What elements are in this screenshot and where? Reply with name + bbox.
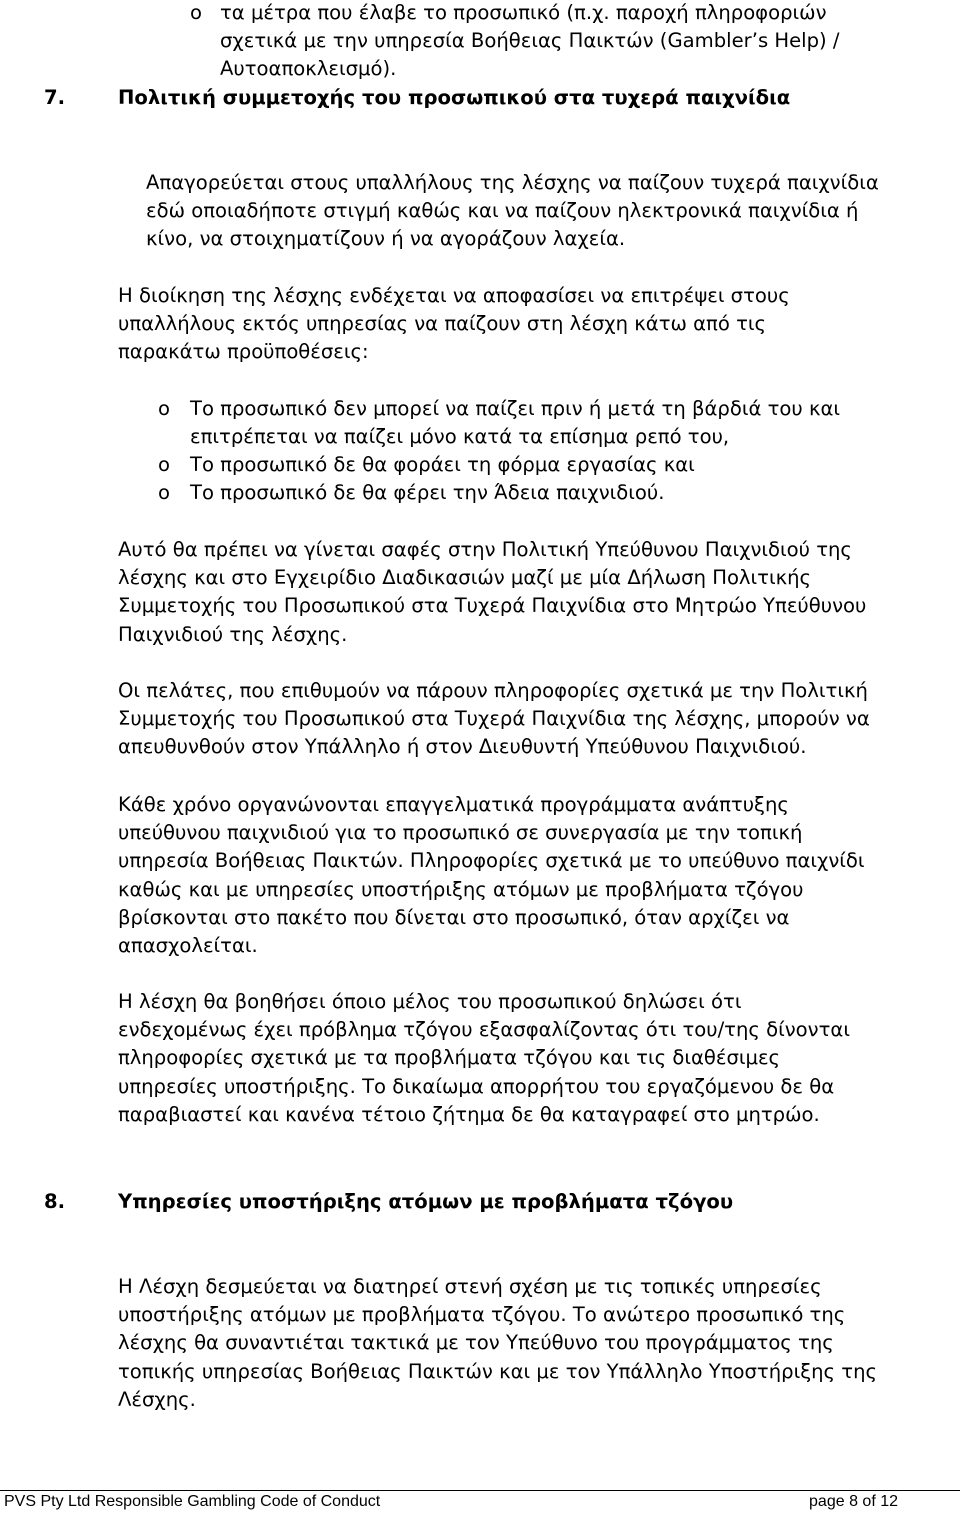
text-line: Αυτό θα πρέπει να γίνεται σαφές στην Πολιτική Υπεύθυνου Παιχνιδιού της bbox=[118, 538, 852, 561]
text-line: κίνο, να στοιχηματίζουν ή να αγοράζουν λαχεία. bbox=[146, 227, 626, 251]
text-line: Το προσωπικό δεν μπορεί να παίζει πριν ή μετά τη βάρδιά του και bbox=[190, 397, 841, 420]
text-line: σχετικά με την υπηρεσία Βοήθειας Παικτών (Gambler’s Help) / bbox=[220, 29, 840, 53]
text-line: υπαλλήλους εκτός υπηρεσίας να παίζουν στη λέσχη κάτω από τις bbox=[118, 312, 767, 336]
condition-item-1 bbox=[190, 395, 840, 451]
section-7-number: 7. bbox=[44, 86, 66, 109]
text-line: Η λέσχη θα βοηθήσει όποιο μέλος του προσωπικού δηλώσει ότι bbox=[118, 990, 742, 1013]
section-7-paragraph-3 bbox=[118, 536, 866, 649]
text-line: καθώς και με υπηρεσίες υποστήριξης ατόμων με προβλήματα τζόγου bbox=[118, 877, 804, 901]
text-line: υποστήριξης ατόμων με προβλήματα τζόγου. Το ανώτερο προσωπικό της bbox=[118, 1303, 846, 1327]
section-7-paragraph-2 bbox=[118, 282, 790, 367]
text-line: παραβιαστεί και κανένα τέτοιο ζήτημα δε θα καταγραφεί στο μητρώο. bbox=[118, 1102, 820, 1126]
list-bullet: o bbox=[158, 397, 170, 420]
text-line: τοπικής υπηρεσίας Βοήθειας Παικτών και με τον Υπάλληλο Υποστήριξης της bbox=[118, 1359, 877, 1383]
section-7-paragraph-4 bbox=[118, 677, 870, 762]
list-bullet: o bbox=[158, 481, 170, 504]
text-line: Απαγορεύεται στους υπαλλήλους της λέσχης να παίζουν τυχερά παιχνίδια bbox=[146, 171, 879, 194]
list-bullet: o bbox=[158, 453, 170, 476]
text-line: λέσχης θα συναντιέται τακτικά με τον Υπεύθυνο του προγράμματος της bbox=[118, 1331, 834, 1355]
text-line: απασχολείται. bbox=[118, 934, 258, 958]
list-bullet: o bbox=[190, 1, 202, 24]
top-list-item bbox=[220, 0, 840, 84]
text-line: Συμμετοχής του Προσωπικού στα Τυχερά Παιχνίδια στο Μητρώο Υπεύθυνου bbox=[118, 594, 867, 618]
text-line: υπεύθυνου παιχνιδιού για το προσωπικό σε συνεργασία με την τοπική bbox=[118, 821, 803, 845]
text-line: Λέσχης. bbox=[118, 1387, 196, 1411]
text-line: επιτρέπεται να παίζει μόνο κατά τα επίσημα ρεπό του, bbox=[190, 425, 730, 449]
text-line: Συμμετοχής του Προσωπικού στα Τυχερά Παιχνίδια της λέσχης, μπορούν να bbox=[118, 707, 870, 731]
text-line: εδώ οποιαδήποτε στιγμή καθώς και να παίζουν ηλεκτρονικά παιχνίδια ή bbox=[146, 199, 859, 223]
text-line: Η διοίκηση της λέσχης ενδέχεται να αποφασίσει να επιτρέψει στους bbox=[118, 284, 790, 307]
section-8-number: 8. bbox=[44, 1190, 66, 1213]
text-line: βρίσκονται στο πακέτο που δίνεται στο προσωπικό, όταν αρχίζει να bbox=[118, 905, 790, 929]
footer-page-number: page 8 of 12 bbox=[809, 1493, 898, 1510]
text-line: ενδεχομένως έχει πρόβλημα τζόγου εξασφαλίζοντας ότι του/της δίνονται bbox=[118, 1018, 850, 1042]
condition-item-2: Το προσωπικό δε θα φοράει τη φόρμα εργασίας και bbox=[190, 453, 695, 476]
text-line: απευθυνθούν στον Υπάλληλο ή στον Διευθυντή Υπεύθυνου Παιχνιδιού. bbox=[118, 735, 807, 759]
text-line: Η Λέσχη δεσμεύεται να διατηρεί στενή σχέση με τις τοπικές υπηρεσίες bbox=[118, 1275, 822, 1298]
section-7-paragraph-1 bbox=[146, 169, 879, 254]
text-line: παρακάτω προϋποθέσεις: bbox=[118, 340, 369, 364]
section-8-paragraph-1 bbox=[118, 1273, 877, 1414]
text-line: λέσχης και στο Εγχειρίδιο Διαδικασιών μαζί με μία Δήλωση Πολιτικής bbox=[118, 566, 812, 590]
section-8-heading: Υπηρεσίες υποστήριξης ατόμων με προβλήματα τζόγου bbox=[118, 1190, 734, 1213]
section-7-paragraph-6 bbox=[118, 988, 850, 1129]
text-line: Κάθε χρόνο οργανώνονται επαγγελματικά προγράμματα ανάπτυξης bbox=[118, 793, 789, 816]
page-footer bbox=[0, 1490, 960, 1514]
footer-document-title: PVS Pty Ltd Responsible Gambling Code of Conduct bbox=[4, 1493, 381, 1510]
text-line: Οι πελάτες, που επιθυμούν να πάρουν πληροφορίες σχετικά με την Πολιτική bbox=[118, 679, 868, 702]
condition-item-3: Το προσωπικό δε θα φέρει την Άδεια παιχνιδιού. bbox=[190, 481, 665, 504]
text-line: τα μέτρα που έλαβε το προσωπικό (π.χ. παροχή πληροφοριών bbox=[220, 1, 827, 24]
section-7-heading: Πολιτική συμμετοχής του προσωπικού στα τυχερά παιχνίδια bbox=[118, 86, 791, 109]
text-line: πληροφορίες σχετικά με τα προβλήματα τζόγου και τις διαθέσιμες bbox=[118, 1046, 781, 1070]
text-line: Αυτοαποκλεισμό). bbox=[220, 57, 397, 81]
text-line: υπηρεσίες υποστήριξης. Το δικαίωμα απορρήτου του εργαζόμενου δε θα bbox=[118, 1074, 835, 1098]
text-line: Παιχνιδιού της λέσχης. bbox=[118, 622, 348, 646]
text-line: υπηρεσία Βοήθειας Παικτών. Πληροφορίες σχετικά με το υπεύθυνο παιχνίδι bbox=[118, 849, 865, 873]
section-7-paragraph-5 bbox=[118, 791, 865, 960]
